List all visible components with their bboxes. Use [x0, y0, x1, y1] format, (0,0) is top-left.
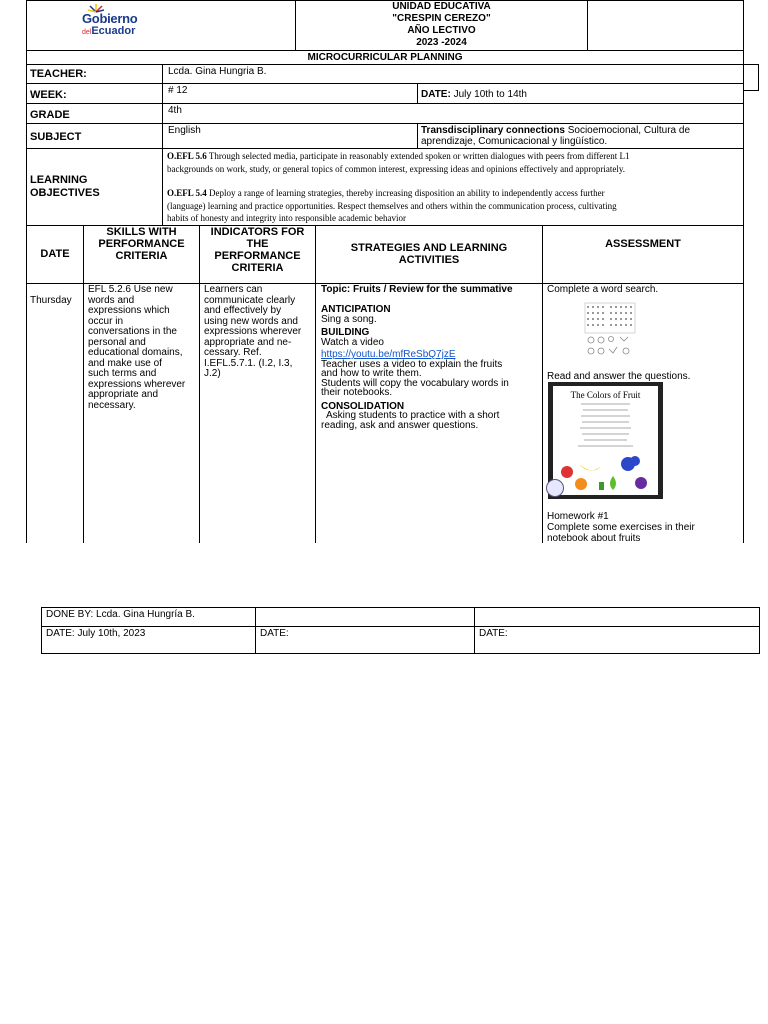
row-indicators [204, 285, 312, 380]
government-logo [76, 3, 156, 39]
row-skills [88, 285, 196, 411]
objective-1-line-2: backgrounds on work, study, or general topics of common interest, expressing ideas and opinions effectively and appropriately. [167, 163, 626, 174]
logo-ecuador: Ecuador [91, 25, 136, 37]
subject-value: English [162, 123, 418, 149]
done-by-cell: DONE BY: Lcda. Gina Hungría B. [41, 607, 256, 627]
objectives-label-2: OBJECTIVES [30, 187, 100, 199]
skills-line: educational domains, [88, 347, 183, 358]
poster-badge [546, 479, 564, 497]
col-header-indicators-2: THE [246, 238, 269, 250]
col-header-skills-1: SKILLS WITH [106, 226, 177, 238]
objective-2-line-3: habits of honesty and integrity into responsible academic behavior [167, 213, 406, 223]
logo-del: del [82, 29, 92, 36]
objective-2-code: O.EFL 5.4 [167, 188, 207, 198]
school-info-cell [295, 0, 588, 51]
building-text: Watch a video [321, 336, 384, 348]
week-label: WEEK: [26, 83, 163, 104]
col-header-strategies-2: ACTIVITIES [398, 254, 460, 266]
skills-line: appropriate and [88, 389, 159, 400]
word-search-image [584, 302, 636, 358]
objective-1 [167, 150, 739, 175]
assessment-read-answer: Read and answer the questions. [547, 371, 691, 382]
colors-of-fruit-poster [548, 382, 663, 499]
objectives-label-1: LEARNING [30, 174, 88, 186]
subject-label: SUBJECT [26, 123, 163, 149]
indicators-line: communicate clearly [204, 294, 296, 306]
skills-line: expressions wherever [88, 378, 186, 390]
col-header-strategies-1: STRATEGIES AND LEARNING [350, 242, 508, 254]
indicators-line: appropriate and ne- [204, 336, 292, 348]
topic-title: Topic: Fruits / Review for the summative [321, 284, 513, 295]
year-label: AÑO LECTIVO [407, 25, 476, 36]
teacher-value: Lcda. Gina Hungria B. [162, 64, 744, 84]
consolidation-title: CONSOLIDATION [321, 400, 405, 412]
footer-blank-2 [474, 607, 760, 627]
logo-cell [26, 0, 296, 51]
week-value: # 12 [162, 83, 418, 104]
date-range-cell [417, 83, 744, 104]
logo-line1: Gobierno [82, 11, 138, 26]
skills-line: and make use of [88, 357, 162, 369]
col-header-date [26, 225, 84, 284]
transdisciplinary-cell [417, 123, 744, 149]
skills-line: personal and [88, 336, 146, 348]
fruit-illustrations [553, 450, 658, 495]
footer-blank-1 [255, 607, 475, 627]
consolidation-line: Asking students to practice with a short [321, 410, 500, 421]
logo-line2 [82, 25, 135, 37]
row-date: Thursday [30, 295, 72, 306]
building-line: their notebooks. [321, 387, 393, 398]
col-header-indicators [199, 225, 316, 284]
objective-1-code: O.EFL 5.6 [167, 151, 207, 161]
homework-line: notebook about fruits [547, 533, 641, 543]
col-header-indicators-3: PERFORMANCE [214, 250, 301, 262]
skills-line: words and [88, 294, 135, 306]
indicators-line: J.2) [204, 368, 221, 379]
header-right-cell [587, 0, 744, 51]
homework-title: Homework #1 [547, 511, 609, 522]
anticipation-title: ANTICIPATION [321, 304, 391, 315]
consolidation-line: reading, ask and answer questions. [321, 419, 479, 431]
date-range-value: July 10th to 14th [450, 89, 527, 100]
objectives-label [26, 148, 163, 226]
teacher-label: TEACHER: [26, 64, 163, 84]
poster-text-lines [553, 400, 658, 450]
skills-line: occur in [88, 315, 124, 327]
objective-2-line-1: Deploy a range of learning strategies, thereby increasing disposition an ability to independently access further [206, 188, 605, 198]
col-header-skills [83, 225, 200, 284]
grade-value: 4th [162, 103, 744, 124]
objective-2 [167, 187, 739, 225]
video-link[interactable]: https://youtu.be/mfReSbQ7jzE [321, 349, 456, 360]
col-header-indicators-1: INDICATORS FOR [210, 226, 305, 238]
building-line: Teacher uses a video to explain the fruits [321, 358, 503, 370]
trans-label: Transdisciplinary connections [421, 125, 565, 136]
skills-line: such terms and [88, 368, 157, 379]
trans-value-2: aprendizaje, Comunicacional y lingüístico. [421, 136, 608, 147]
assessment-word-search: Complete a word search. [547, 284, 659, 295]
school-label: UNIDAD EDUCATIVA [392, 1, 491, 12]
skills-line: conversations in the [88, 326, 177, 337]
building-title: BUILDING [321, 327, 370, 338]
skills-line: EFL 5.2.6 Use new [88, 284, 173, 295]
row-strategies [321, 284, 539, 430]
building-line: Students will copy the vocabulary words in [321, 377, 509, 389]
indicators-line: Learners can [204, 284, 263, 295]
row-assessment [547, 284, 741, 543]
indicators-line: expressions wherever [204, 326, 302, 337]
school-year: 2023 -2024 [416, 37, 467, 48]
objective-2-line-2: (language) learning and practice opportunities. Respect themselves and others within the communication process, cultivating [167, 200, 617, 211]
col-header-strategies [315, 225, 543, 284]
indicators-line: and effectively by [204, 305, 282, 316]
indicators-line: cessary. Ref. [204, 347, 262, 358]
indicators-line: I.EFL.5.7.1. (I.2, I.3, [204, 357, 293, 369]
school-name: "CRESPIN CEREZO" [392, 13, 491, 24]
poster-title: The Colors of Fruit [570, 390, 641, 400]
col-header-skills-3: CRITERIA [115, 250, 168, 262]
col-header-assessment [542, 225, 744, 284]
col-header-date-text: DATE [40, 248, 70, 260]
footer-date-1: DATE: July 10th, 2023 [41, 626, 256, 654]
col-header-indicators-4: CRITERIA [231, 262, 284, 274]
col-header-assessment-text: ASSESSMENT [605, 238, 681, 250]
trans-value-1: Socioemocional, Cultura de [564, 125, 691, 136]
date-label: DATE: [421, 89, 451, 100]
footer-date-3: DATE: [474, 626, 760, 654]
grade-label: GRADE [26, 103, 163, 124]
objective-1-line-1: Through selected media, participate in reasonably extended spoken or written dialogues with peers from different L1 [206, 151, 630, 161]
indicators-line: using new words and [204, 315, 298, 327]
footer-date-2: DATE: [255, 626, 475, 654]
planning-title: MICROCURRICULAR PLANNING [26, 50, 744, 65]
building-line: and how to write them. [321, 368, 422, 379]
objectives-cell [162, 148, 744, 226]
teacher-row-extra [743, 64, 759, 91]
homework-line: Complete some exercises in their [547, 522, 695, 533]
poster-page [553, 386, 658, 495]
table-row [26, 283, 744, 543]
col-header-skills-2: PERFORMANCE [98, 238, 185, 250]
anticipation-text: Sing a song. [321, 313, 377, 325]
skills-line: necessary. [88, 399, 136, 411]
skills-line: expressions which [88, 305, 170, 316]
